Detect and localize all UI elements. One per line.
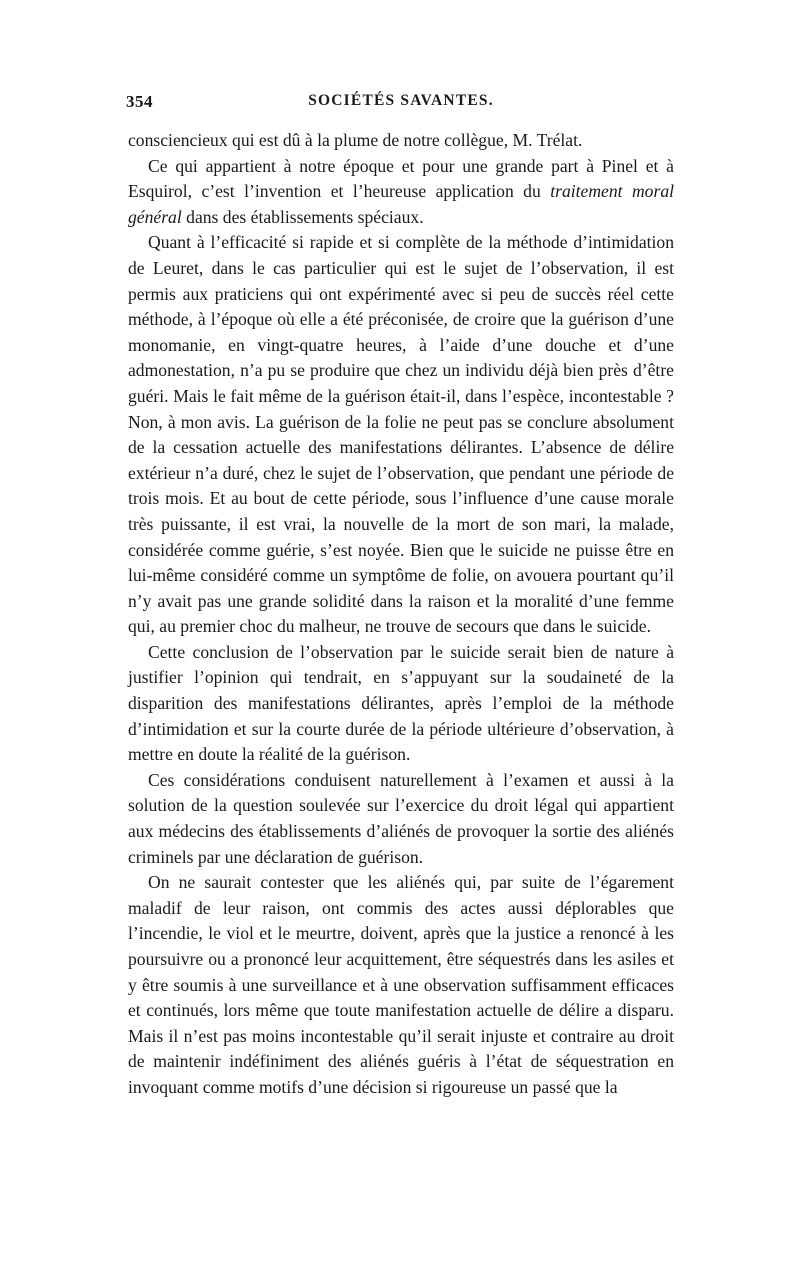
paragraph-4: Cette conclusion de l’observation par le suicide serait bien de nature à justifier l’opinion qui tendrait, en s’appuyant sur la soudaineté de la disparition des manifestations délirantes, après l’emploi de la méthode d’intimidation et sur la courte durée de la période ultérieure d’observation, à mettre en doute la réalité de la guérison. (128, 641, 674, 765)
paragraph-2-text-start: Ce qui appartient à notre époque et pour une grande part à Pinel et à Esquirol, c’est l’invention et l’heureuse application du (128, 155, 674, 202)
paragraph-2-text-end: dans des établissements spéciaux. (181, 206, 424, 227)
paragraph-2 (128, 154, 674, 231)
paragraph-3: Quant à l’efficacité si rapide et si complète de la méthode d’intimidation de Leuret, dans le cas particulier qui est le sujet de l’observation, il est permis aux praticiens qui ont expérimenté avec si peu de succès réel cette méthode, à l’époque où elle a été préconisée, de croire que la guérison d’une monomanie, en vingt-quatre heures, à l’aide d’une douche et d’une admonestation, n’a pu se produire que chez un individu déjà bien près d’être guéri. Mais le fait même de la guérison était-il, dans l’espèce, incontestable ? Non, à mon avis. La guérison de la folie ne peut pas se conclure absolument de la cessation actuelle des manifestations délirantes. L’absence de délire extérieur n’a duré, chez le sujet de l’observation, que pendant une période de trois mois. Et au bout de cette période, sous l’influence d’une cause morale très puissante, il est vrai, la nouvelle de la mort de son mari, la malade, considérée comme guérie, s’est noyée. Bien que le suicide ne puisse être en lui-même considéré comme un symptôme de folie, on avouera pourtant qu’il n’y avait pas une grande solidité dans la raison et la moralité d’une femme qui, au premier choc du malheur, ne trouve de secours que dans le suicide. (128, 232, 674, 637)
running-title: SOCIÉTÉS SAVANTES. (308, 92, 494, 109)
paragraph-5: Ces considérations conduisent naturellement à l’examen et aussi à la solution de la question soulevée sur l’exercice du droit légal qui appartient aux médecins des établissements d’aliénés de provoquer la sortie des aliénés criminels par une déclaration de guérison. (128, 769, 674, 867)
body-text (128, 128, 674, 1101)
paragraph-2-italic-term: traitement moral général (128, 181, 675, 227)
paragraph-1: consciencieux qui est dû à la plume de notre collègue, M. Trélat. (128, 130, 583, 150)
page-number: 354 (126, 92, 153, 111)
running-head (128, 92, 674, 118)
book-page (128, 92, 674, 1101)
paragraph-6: On ne saurait contester que les aliénés qui, par suite de l’égarement maladif de leur raison, ont commis des actes aussi déplorables que l’incendie, le viol et le meurtre, doivent, après que la justice a renoncé à les poursuivre ou a prononcé leur acquittement, être séquestrés dans les asiles et y être soumis à une surveillance et à une observation suffisamment efficaces et continués, lors même que toute manifestation actuelle de délire a disparu. Mais il n’est pas moins incontestable qu’il serait injuste et contraire au droit de maintenir indéfiniment des aliénés guéris à l’état de séquestration en invoquant comme motifs d’une décision si rigoureuse un passé que la (128, 872, 674, 1097)
